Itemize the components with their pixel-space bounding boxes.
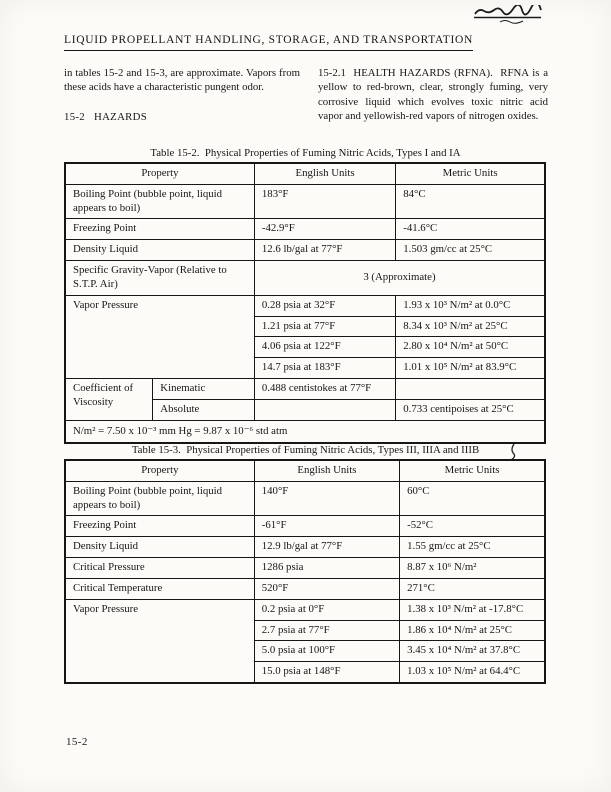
- english-cell: 5.0 psia at 100°F: [254, 641, 399, 662]
- metric-cell: 1.503 gm/cc at 25°C: [396, 240, 545, 261]
- table-footnote-row: [65, 420, 545, 443]
- table-row-boiling: [65, 481, 545, 516]
- property-cell: Boiling Point (bubble point, liquid appears to boil): [65, 184, 254, 219]
- metric-cell: -52°C: [400, 516, 545, 537]
- property-cell: Critical Temperature: [65, 578, 254, 599]
- metric-cell: 1.01 x 10⁵ N/m² at 83.9°C: [396, 358, 545, 379]
- table-row-density: [65, 240, 545, 261]
- english-cell: 12.6 lb/gal at 77°F: [254, 240, 395, 261]
- metric-cell: -41.6°C: [396, 219, 545, 240]
- metric-cell: 1.55 gm/cc at 25°C: [400, 537, 545, 558]
- page-title: LIQUID PROPELLANT HANDLING, STORAGE, AND TRANSPORTATION: [64, 34, 473, 51]
- column-header-metric: Metric Units: [400, 460, 545, 481]
- table-header-row: [65, 460, 545, 481]
- intro-right-column: [318, 66, 551, 124]
- page-number: 15-2: [66, 736, 88, 748]
- scan-smudge-artifact: [472, 5, 544, 30]
- metric-cell: 84°C: [396, 184, 545, 219]
- metric-cell: 8.87 x 10⁶ N/m²: [400, 558, 545, 579]
- sub-property-cell: Absolute: [153, 399, 255, 420]
- metric-cell: 1.93 x 10³ N/m² at 0.0°C: [396, 295, 545, 316]
- property-cell: Critical Pressure: [65, 558, 254, 579]
- table-row-critical-temperature: [65, 578, 545, 599]
- table-15-2-caption: Table 15-2. Physical Properties of Fuming Nitric Acids, Types I and IA: [150, 147, 461, 159]
- hazards-heading: 15-2 HAZARDS: [64, 110, 148, 123]
- property-cell: Vapor Pressure: [65, 599, 254, 683]
- english-cell: 0.2 psia at 0°F: [254, 599, 399, 620]
- intro-left-paragraph: in tables 15-2 and 15-3, are approximate. Vapors from these acids have a characteristic pungent odor.: [64, 67, 303, 94]
- metric-cell: 2.80 x 10⁴ N/m² at 50°C: [396, 337, 545, 358]
- table-row-boiling: [65, 184, 545, 219]
- english-cell: 520°F: [254, 578, 399, 599]
- metric-cell: 1.86 x 10⁴ N/m² at 25°C: [400, 620, 545, 641]
- merged-value-cell: 3 (Approximate): [254, 261, 545, 296]
- english-cell: 1.21 psia at 77°F: [254, 316, 395, 337]
- metric-cell: 8.34 x 10³ N/m² at 25°C: [396, 316, 545, 337]
- empty-cell: [396, 378, 545, 399]
- english-cell: 4.06 psia at 122°F: [254, 337, 395, 358]
- english-cell: 1286 psia: [254, 558, 399, 579]
- column-header-english: English Units: [254, 163, 395, 184]
- scribble-icon: [472, 5, 544, 25]
- table-row-specific-gravity: [65, 261, 545, 296]
- metric-cell: 1.03 x 10⁵ N/m² at 64.4°C: [400, 662, 545, 683]
- table-15-3-caption: Table 15-3. Physical Properties of Fuming Nitric Acids, Types III, IIIA and IIIB: [131, 444, 480, 456]
- property-cell: Coefficient of Viscosity: [65, 378, 153, 420]
- table-row-vapor-pressure-1: [65, 295, 545, 316]
- english-cell: -61°F: [254, 516, 399, 537]
- english-cell: 0.28 psia at 32°F: [254, 295, 395, 316]
- metric-cell: 271°C: [400, 578, 545, 599]
- english-cell: 14.7 psia at 183°F: [254, 358, 395, 379]
- empty-cell: [254, 399, 395, 420]
- footnote-cell: N/m² = 7.50 x 10⁻³ mm Hg = 9.87 x 10⁻⁶ std atm: [65, 420, 545, 443]
- property-cell: Freezing Point: [65, 219, 254, 240]
- table-row-freezing: [65, 219, 545, 240]
- english-cell: 183°F: [254, 184, 395, 219]
- metric-cell: 60°C: [400, 481, 545, 516]
- property-cell: Boiling Point (bubble point, liquid appears to boil): [65, 481, 254, 516]
- intro-right-paragraph: 15-2.1 HEALTH HAZARDS (RFNA). RFNA is a yellow to red-brown, clear, strongly fuming, very corrosive liquid which evolves toxic nitric acid vapor and yellowish-red vapors of nitrogen oxides.: [318, 67, 551, 122]
- metric-cell: 3.45 x 10⁴ N/m² at 37.8°C: [400, 641, 545, 662]
- table-15-3: [64, 459, 546, 684]
- table-row-density: [65, 537, 545, 558]
- metric-cell: 0.733 centipoises at 25°C: [396, 399, 545, 420]
- english-cell: 2.7 psia at 77°F: [254, 620, 399, 641]
- property-cell: Vapor Pressure: [65, 295, 254, 378]
- metric-cell: 1.38 x 10³ N/m² at -17.8°C: [400, 599, 545, 620]
- table-row-viscosity-kinematic: [65, 378, 545, 399]
- english-cell: 140°F: [254, 481, 399, 516]
- intro-left-column: [64, 66, 303, 124]
- column-header-english: English Units: [254, 460, 399, 481]
- english-cell: 15.0 psia at 148°F: [254, 662, 399, 683]
- intro-section: [64, 66, 551, 124]
- table-row-vapor-pressure-1: [65, 599, 545, 620]
- english-cell: 12.9 lb/gal at 77°F: [254, 537, 399, 558]
- property-cell: Freezing Point: [65, 516, 254, 537]
- column-header-metric: Metric Units: [396, 163, 545, 184]
- table-row-freezing: [65, 516, 545, 537]
- table-row-critical-pressure: [65, 558, 545, 579]
- column-header-property: Property: [65, 163, 254, 184]
- english-cell: -42.9°F: [254, 219, 395, 240]
- sub-property-cell: Kinematic: [153, 378, 255, 399]
- table-header-row: [65, 163, 545, 184]
- property-cell: Density Liquid: [65, 537, 254, 558]
- table-15-2: [64, 162, 546, 444]
- column-header-property: Property: [65, 460, 254, 481]
- property-cell: Specific Gravity-Vapor (Relative to S.T.P. Air): [65, 261, 254, 296]
- property-cell: Density Liquid: [65, 240, 254, 261]
- english-cell: 0.488 centistokes at 77°F: [254, 378, 395, 399]
